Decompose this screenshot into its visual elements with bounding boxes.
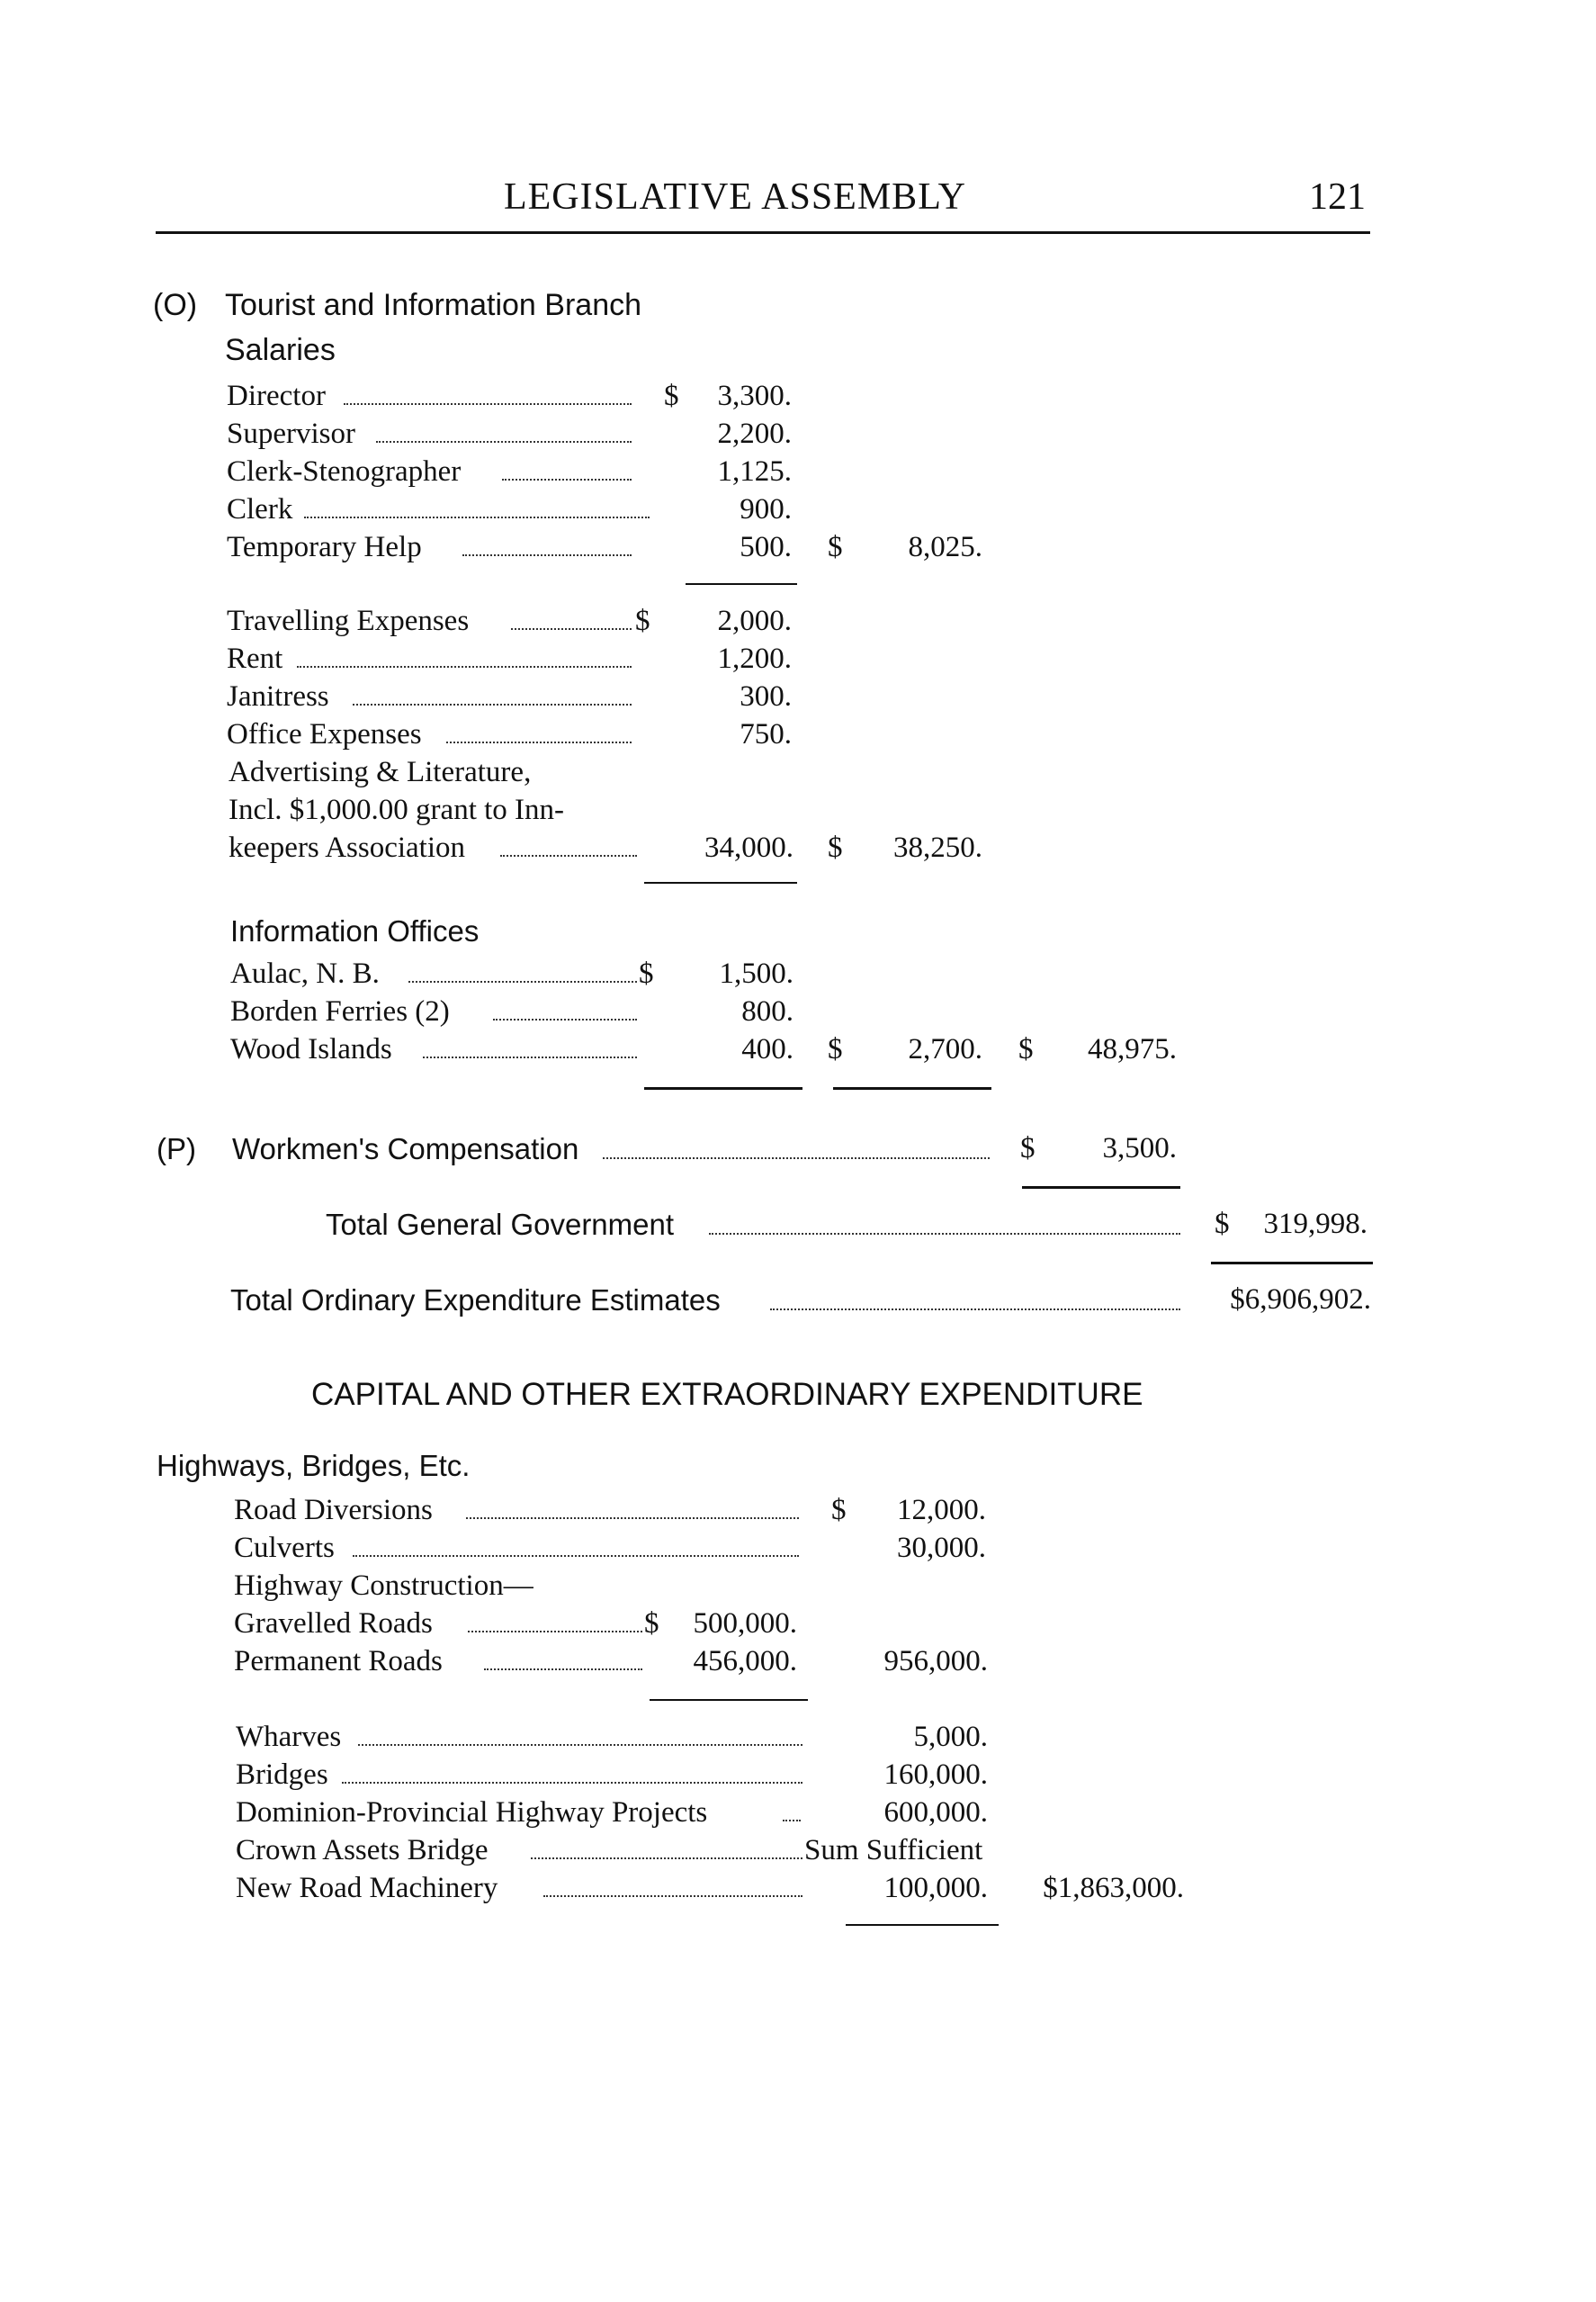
new-machinery-amount: 100,000. xyxy=(883,1872,988,1904)
total-ordinary-amount: $6,906,902. xyxy=(1230,1283,1371,1316)
info-offices-heading: Information Offices xyxy=(230,914,480,948)
office-amount-aulac: 1,500. xyxy=(719,958,794,990)
leader-dots xyxy=(502,479,632,481)
salary-amount-clerk-stenographer: 1,125. xyxy=(717,455,792,488)
salary-rule xyxy=(686,583,797,585)
salary-subtotal: 8,025. xyxy=(908,531,982,563)
expense-amount-janitress: 300. xyxy=(740,680,792,713)
expense-rule xyxy=(644,882,797,884)
bridges-label: Bridges xyxy=(236,1758,328,1791)
leader-dots xyxy=(342,1782,802,1784)
dominion-projects-label: Dominion-Provincial Highway Projects xyxy=(236,1796,708,1829)
salary-subtotal-dollar: $ xyxy=(828,531,843,563)
leader-dots xyxy=(353,1555,799,1557)
leader-dots xyxy=(543,1895,802,1897)
office-rule-subtotal xyxy=(833,1087,991,1090)
leader-dots xyxy=(500,855,637,857)
total-general-rule xyxy=(1211,1262,1373,1264)
permanent-roads-amount: 456,000. xyxy=(693,1645,797,1677)
salary-label-clerk: Clerk xyxy=(227,493,293,526)
road-diversions-dollar: $ xyxy=(831,1494,847,1526)
page-title: LEGISLATIVE ASSEMBLY xyxy=(504,176,966,218)
gravelled-roads-amount: 500,000. xyxy=(693,1607,797,1640)
expense-amount-rent: 1,200. xyxy=(717,643,792,675)
page-number: 121 xyxy=(1309,176,1366,218)
salary-label-supervisor: Supervisor xyxy=(227,418,355,450)
leader-dots xyxy=(531,1857,802,1859)
expense-dollar: $ xyxy=(635,605,650,637)
header-rule xyxy=(156,231,1370,234)
office-label-wood-islands: Wood Islands xyxy=(230,1033,392,1066)
crown-assets-label: Crown Assets Bridge xyxy=(236,1834,489,1866)
expense-amount-advertising: 34,000. xyxy=(704,832,794,864)
advertising-line-1: Advertising & Literature, xyxy=(229,756,532,788)
salary-label-clerk-stenographer: Clerk-Stenographer xyxy=(227,455,462,488)
section-o-title: Tourist and Information Branch xyxy=(225,288,642,322)
salary-amount-temporary-help: 500. xyxy=(740,531,792,563)
leader-dots xyxy=(304,517,650,518)
leader-dots xyxy=(297,666,632,668)
salary-amount-director: 3,300. xyxy=(717,380,792,412)
leader-dots xyxy=(468,1631,642,1632)
expense-label-travelling: Travelling Expenses xyxy=(227,605,470,637)
leader-dots xyxy=(603,1157,990,1159)
leader-dots xyxy=(462,554,632,556)
bridges-amount: 160,000. xyxy=(883,1758,988,1791)
leader-dots xyxy=(511,628,632,630)
office-subtotal-dollar: $ xyxy=(828,1033,843,1066)
total-general-label: Total General Government xyxy=(326,1208,675,1241)
leader-dots xyxy=(770,1308,1180,1310)
road-diversions-label: Road Diversions xyxy=(234,1494,433,1526)
crown-assets-amount: Sum Sufficient xyxy=(804,1834,983,1866)
office-amount-wood-islands: 400. xyxy=(741,1033,794,1066)
office-subtotal: 2,700. xyxy=(908,1033,982,1066)
wharves-label: Wharves xyxy=(236,1721,342,1753)
salary-label-temporary-help: Temporary Help xyxy=(227,531,422,563)
culverts-amount: 30,000. xyxy=(897,1532,986,1564)
office-dollar: $ xyxy=(639,958,654,990)
section-p-rule xyxy=(1022,1186,1180,1189)
expense-amount-office: 750. xyxy=(740,718,792,751)
total-ordinary-label: Total Ordinary Expenditure Estimates xyxy=(230,1283,721,1317)
office-label-borden: Borden Ferries (2) xyxy=(230,995,450,1028)
leader-dots xyxy=(709,1233,1180,1235)
section-o-label: (O) xyxy=(153,288,198,322)
permanent-roads-label: Permanent Roads xyxy=(234,1645,443,1677)
section-o-total-dollar: $ xyxy=(1018,1033,1034,1066)
leader-dots xyxy=(344,403,632,405)
gravelled-roads-dollar: $ xyxy=(644,1607,659,1640)
capital-total: $1,863,000. xyxy=(1043,1872,1184,1904)
road-diversions-amount: 12,000. xyxy=(897,1494,986,1526)
salary-amount-supervisor: 2,200. xyxy=(717,418,792,450)
leader-dots xyxy=(446,742,632,743)
advertising-line-3: keepers Association xyxy=(229,832,466,864)
leader-dots xyxy=(358,1744,802,1746)
section-o-total: 48,975. xyxy=(1088,1033,1177,1066)
salary-label-director: Director xyxy=(227,380,326,412)
highway-construction-label: Highway Construction— xyxy=(234,1569,533,1602)
highway-construction-subtotal: 956,000. xyxy=(883,1645,988,1677)
section-p-title: Workmen's Compensation xyxy=(232,1132,579,1165)
salary-dollar: $ xyxy=(664,380,679,412)
section-p-dollar: $ xyxy=(1020,1132,1036,1164)
office-rule-amounts xyxy=(644,1087,802,1090)
dominion-projects-amount: 600,000. xyxy=(883,1796,988,1829)
total-general-dollar: $ xyxy=(1215,1208,1230,1240)
advertising-line-2: Incl. $1,000.00 grant to Inn- xyxy=(229,794,565,826)
culverts-label: Culverts xyxy=(234,1532,335,1564)
office-label-aulac: Aulac, N. B. xyxy=(230,958,380,990)
leader-dots xyxy=(423,1057,637,1058)
expense-label-office: Office Expenses xyxy=(227,718,422,751)
salaries-heading: Salaries xyxy=(225,333,336,367)
expense-subtotal-dollar: $ xyxy=(828,832,843,864)
leader-dots xyxy=(466,1517,799,1519)
office-amount-borden: 800. xyxy=(741,995,794,1028)
leader-dots xyxy=(783,1820,801,1821)
gravelled-roads-label: Gravelled Roads xyxy=(234,1607,433,1640)
section-p-amount: 3,500. xyxy=(1102,1132,1177,1164)
new-machinery-label: New Road Machinery xyxy=(236,1872,498,1904)
expense-amount-travelling: 2,000. xyxy=(717,605,792,637)
total-general-amount: 319,998. xyxy=(1263,1208,1367,1240)
expense-label-janitress: Janitress xyxy=(227,680,329,713)
salary-amount-clerk: 900. xyxy=(740,493,792,526)
highway-rule xyxy=(650,1699,808,1701)
expense-label-rent: Rent xyxy=(227,643,283,675)
expense-subtotal: 38,250. xyxy=(893,832,982,864)
leader-dots xyxy=(353,704,632,706)
capital-subheading: Highways, Bridges, Etc. xyxy=(157,1449,471,1482)
capital-rule xyxy=(846,1924,999,1926)
capital-heading: CAPITAL AND OTHER EXTRAORDINARY EXPENDITURE xyxy=(311,1377,1143,1412)
leader-dots xyxy=(493,1019,637,1021)
leader-dots xyxy=(376,441,632,443)
wharves-amount: 5,000. xyxy=(913,1721,988,1753)
leader-dots xyxy=(484,1668,642,1670)
section-p-label: (P) xyxy=(157,1132,196,1165)
leader-dots xyxy=(408,981,637,983)
